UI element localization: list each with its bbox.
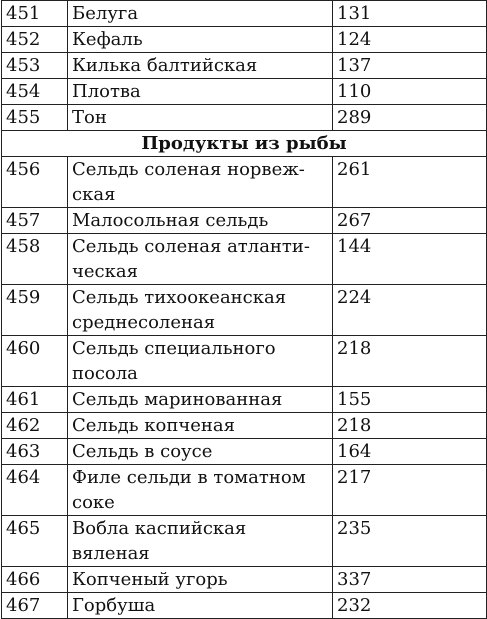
product-name-line: Килька балтийская <box>72 55 258 76</box>
calorie-value: 124 <box>333 27 487 53</box>
product-name-line: Плотва <box>72 81 141 102</box>
product-name-line: Сельдь соленая атланти- <box>72 236 310 257</box>
product-name-line: посола <box>72 363 138 384</box>
calorie-value: 261 <box>333 157 487 208</box>
product-name-line: Копченый угорь <box>72 569 228 590</box>
row-number: 456 <box>2 157 68 208</box>
table-row <box>2 208 487 234</box>
product-name-line: Сельдь тихоокеанская <box>72 287 287 308</box>
section-row <box>2 131 487 157</box>
calorie-value: 155 <box>333 387 487 413</box>
row-number: 458 <box>2 234 68 285</box>
calorie-value: 235 <box>333 516 487 567</box>
table-row <box>2 285 487 336</box>
table-row <box>2 157 487 208</box>
calorie-value: 137 <box>333 53 487 79</box>
table-row <box>2 593 487 619</box>
product-name-line: среднесоленая <box>72 312 216 333</box>
calorie-value: 164 <box>333 439 487 465</box>
product-name-line: Горбуша <box>72 595 156 616</box>
product-name-line: Сельдь соленая норвеж- <box>72 159 305 180</box>
product-name <box>68 336 333 387</box>
product-name <box>68 53 333 79</box>
row-number: 454 <box>2 79 68 105</box>
table-row <box>2 567 487 593</box>
row-number: 451 <box>2 1 68 27</box>
product-name <box>68 208 333 234</box>
table-row <box>2 105 487 131</box>
table-body-fish-products <box>2 157 487 619</box>
table-row <box>2 387 487 413</box>
table-row <box>2 439 487 465</box>
product-name-line: Филе сельди в томатном <box>72 467 306 488</box>
row-number: 460 <box>2 336 68 387</box>
table-row <box>2 465 487 516</box>
table-row <box>2 27 487 53</box>
product-name-line: Сельдь в соусе <box>72 441 213 462</box>
row-number: 452 <box>2 27 68 53</box>
product-name <box>68 105 333 131</box>
product-name-line: Тон <box>72 107 107 128</box>
product-name <box>68 234 333 285</box>
row-number: 464 <box>2 465 68 516</box>
product-name <box>68 79 333 105</box>
product-name <box>68 567 333 593</box>
product-name-line: вяленая <box>72 543 150 564</box>
row-number: 467 <box>2 593 68 619</box>
product-name-line: Сельдь специального <box>72 338 276 359</box>
calorie-value: 217 <box>333 465 487 516</box>
fish-calorie-table <box>1 0 487 619</box>
calorie-value: 144 <box>333 234 487 285</box>
table-row <box>2 516 487 567</box>
product-name <box>68 285 333 336</box>
product-name <box>68 387 333 413</box>
table-row <box>2 336 487 387</box>
product-name <box>68 27 333 53</box>
table-row <box>2 53 487 79</box>
row-number: 463 <box>2 439 68 465</box>
row-number: 462 <box>2 413 68 439</box>
calorie-value: 110 <box>333 79 487 105</box>
product-name <box>68 1 333 27</box>
product-name-line: ческая <box>72 261 138 282</box>
product-name <box>68 439 333 465</box>
calorie-value: 131 <box>333 1 487 27</box>
product-name-line: Малосольная сельдь <box>72 210 269 231</box>
product-name <box>68 516 333 567</box>
row-number: 453 <box>2 53 68 79</box>
product-name-line: соке <box>72 492 115 513</box>
row-number: 459 <box>2 285 68 336</box>
table-section <box>2 131 487 157</box>
calorie-value: 224 <box>333 285 487 336</box>
section-heading: Продукты из рыбы <box>2 131 487 157</box>
row-number: 466 <box>2 567 68 593</box>
table-row <box>2 1 487 27</box>
product-name-line: Сельдь копченая <box>72 415 235 436</box>
row-number: 465 <box>2 516 68 567</box>
row-number: 457 <box>2 208 68 234</box>
calorie-value: 218 <box>333 413 487 439</box>
table-row <box>2 234 487 285</box>
table-body-fish <box>2 1 487 131</box>
table-row <box>2 413 487 439</box>
product-name-line: Белуга <box>72 3 139 24</box>
product-name <box>68 465 333 516</box>
calorie-value: 232 <box>333 593 487 619</box>
product-name <box>68 157 333 208</box>
row-number: 461 <box>2 387 68 413</box>
product-name-line: Вобла каспийская <box>72 518 247 539</box>
product-name-line: Кефаль <box>72 29 143 50</box>
product-name-line: Сельдь маринованная <box>72 389 283 410</box>
calorie-value: 218 <box>333 336 487 387</box>
calorie-value: 267 <box>333 208 487 234</box>
calorie-value: 289 <box>333 105 487 131</box>
table-row <box>2 79 487 105</box>
row-number: 455 <box>2 105 68 131</box>
calorie-value: 337 <box>333 567 487 593</box>
product-name <box>68 593 333 619</box>
product-name-line: ская <box>72 184 116 205</box>
product-name <box>68 413 333 439</box>
